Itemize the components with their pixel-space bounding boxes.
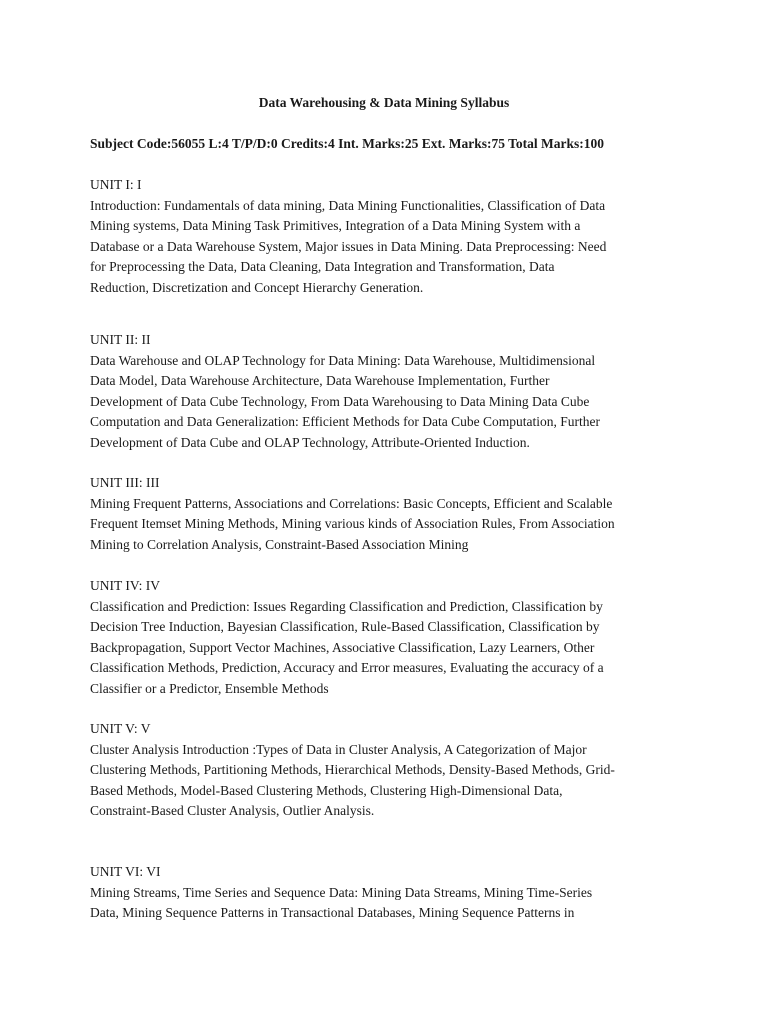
unit-text-line: Mining Streams, Time Series and Sequence Data: Mining Data Streams, Mining Time-Series: [90, 884, 593, 900]
unit-text-line: Reduction, Discretization and Concept Hierarchy Generation.: [90, 279, 424, 295]
unit-text-line: Development of Data Cube Technology, From Data Warehousing to Data Mining Data Cube: [90, 393, 590, 409]
unit-text-line: Data, Mining Sequence Patterns in Transactional Databases, Mining Sequence Patterns in: [90, 905, 575, 921]
unit-section-5: [90, 719, 690, 822]
unit-text-line: Database or a Data Warehouse System, Major issues in Data Mining. Data Preprocessing: Need: [90, 238, 607, 254]
unit-section-6: [90, 862, 690, 924]
unit-text-line: Cluster Analysis Introduction :Types of Data in Cluster Analysis, A Categorization of Major: [90, 741, 587, 757]
unit-section-4: [90, 576, 690, 700]
unit-heading: UNIT VI: VI: [90, 864, 161, 879]
unit-text-line: Decision Tree Induction, Bayesian Classification, Rule-Based Classification, Classification by: [90, 619, 600, 635]
unit-heading: UNIT I: I: [90, 177, 142, 192]
unit-text-line: Introduction: Fundamentals of data mining, Data Mining Functionalities, Classification of Data: [90, 197, 606, 213]
unit-text-line: Backpropagation, Support Vector Machines, Associative Classification, Lazy Learners, Other: [90, 639, 595, 655]
unit-text-line: for Preprocessing the Data, Data Cleaning, Data Integration and Transformation, Data: [90, 259, 555, 275]
unit-text-line: Classifier or a Predictor, Ensemble Methods: [90, 680, 329, 696]
unit-text-line: Classification Methods, Prediction, Accuracy and Error measures, Evaluating the accuracy of a: [90, 660, 604, 676]
document-title: Data Warehousing & Data Mining Syllabus: [258, 95, 510, 110]
unit-text-line: Constraint-Based Cluster Analysis, Outlier Analysis.: [90, 803, 375, 819]
unit-section-1: [90, 175, 690, 299]
unit-heading: UNIT III: III: [90, 475, 160, 490]
unit-text-line: Computation and Data Generalization: Efficient Methods for Data Cube Computation, Further: [90, 414, 601, 430]
unit-text-line: Data Warehouse and OLAP Technology for Data Mining: Data Warehouse, Multidimensional: [90, 352, 596, 368]
unit-text-line: Mining systems, Data Mining Task Primitives, Integration of a Data Mining System with a: [90, 218, 581, 234]
unit-section-3: [90, 473, 690, 555]
unit-section-2: [90, 330, 690, 454]
unit-text-line: Data Model, Data Warehouse Architecture, Data Warehouse Implementation, Further: [90, 373, 550, 389]
unit-text-line: Clustering Methods, Partitioning Methods, Hierarchical Methods, Density-Based Methods, Grid-: [90, 762, 615, 778]
unit-text-line: Based Methods, Model-Based Clustering Methods, Clustering High-Dimensional Data,: [90, 782, 563, 798]
unit-text-line: Development of Data Cube and OLAP Technology, Attribute-Oriented Induction.: [90, 434, 530, 450]
unit-heading: UNIT II: II: [90, 332, 151, 347]
subject-details: Subject Code:56055 L:4 T/P/D:0 Credits:4 Int. Marks:25 Ext. Marks:75 Total Marks:100: [90, 136, 604, 151]
unit-text-line: Mining to Correlation Analysis, Constraint-Based Association Mining: [90, 536, 469, 552]
unit-text-line: Classification and Prediction: Issues Regarding Classification and Prediction, Classification by: [90, 598, 603, 614]
unit-heading: UNIT IV: IV: [90, 578, 160, 593]
unit-text-line: Mining Frequent Patterns, Associations and Correlations: Basic Concepts, Efficient and Scalable: [90, 495, 613, 511]
unit-text-line: Frequent Itemset Mining Methods, Mining various kinds of Association Rules, From Association: [90, 516, 615, 532]
unit-heading: UNIT V: V: [90, 721, 151, 736]
